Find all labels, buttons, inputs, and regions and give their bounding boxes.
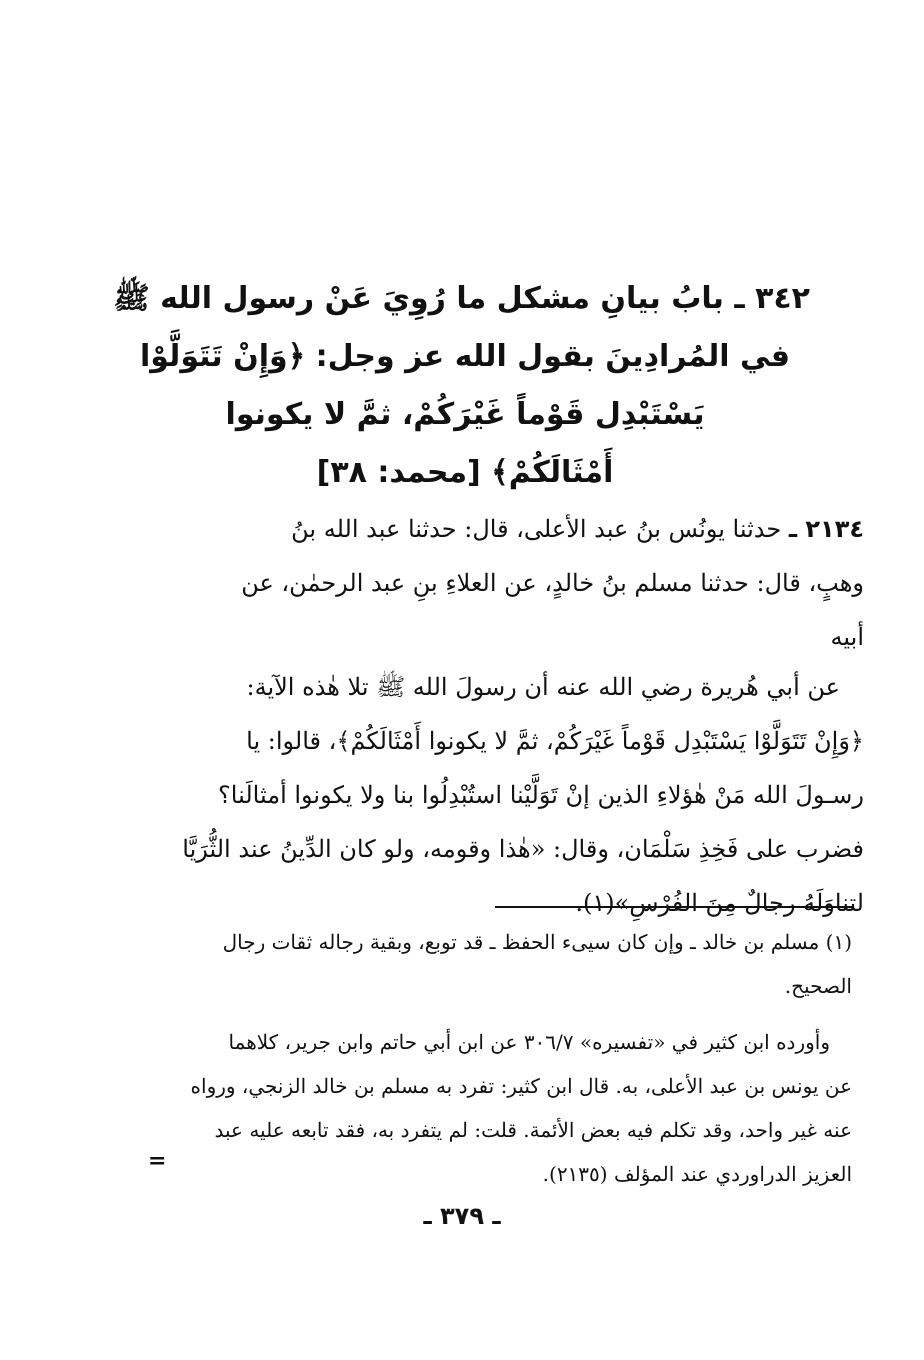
hadith-matn [174,660,864,930]
chapter-heading-line: في المُرادِينَ بقول الله عز وجل: ﴿وَإِنْ تَتَوَلَّوْا [139,339,791,374]
continuation-mark: = [148,1148,167,1174]
hadith-number: ٢١٣٤ ـ [788,515,864,543]
footnote-line: (١) مسلم بن خالد ـ وإن كان سيىء الحفظ ـ قد توبع، وبقية رجاله ثقات رجال [222,930,852,954]
page-number: ـ ٣٧٩ ـ [423,1202,501,1230]
chapter-heading-line: أَمْثَالَكُمْ﴾ [محمد: ٣٨] [316,455,614,490]
footnote-line: عن يونس بن عبد الأعلى، به. قال ابن كثير: تفرد به مسلم بن خالد الزنجي، ورواه [190,1074,852,1098]
footnote-line: وأورده ابن كثير في «تفسيره» ٣٠٦/٧ عن ابن أبي حاتم وابن جرير، كلاهما [228,1030,830,1054]
footnotes [147,920,852,1196]
isnad-line [174,502,864,556]
chapter-heading-line: يَسْتَبْدِل قَوْماً غَيْرَكُمْ، ثمَّ لا يكونوا [225,397,705,432]
matn-line: رسـولَ الله مَنْ هٰؤلاءِ الذين إنْ تَوَلَّيْنا استُبْدِلُوا بنا ولا يكونوا أمثالَنا؟ [218,781,864,809]
matn-line: لتناوَلَهُ رجالٌ مِنَ الفُرْسِ»(١). [575,889,864,917]
matn-line: ﴿وَإِنْ تَتَوَلَّوْا يَسْتَبْدِل قَوْماً غَيْرَكُمْ، ثمَّ لا يكونوا أَمْثَالَكُمْ﴾، قالوا: يا [246,727,864,755]
chapter-heading-line: ٣٤٢ ـ بابُ بيانِ مشكل ما رُوِيَ عَنْ رسول الله ﷺ [113,281,810,316]
isnad-line: أبيه [830,623,864,651]
matn-line: عن أبي هُريرة رضي الله عنه أن رسولَ الله ﷺ تلا هٰذه الآية: [246,673,840,701]
isnad-text: حدثنا يونُس بنُ عبد الأعلى، قال: حدثنا عبد الله بنُ [291,515,782,543]
footnote-divider [495,906,852,908]
chapter-heading [113,270,810,502]
footnote-gap [147,1008,852,1020]
footnote-line: العزيز الدراوردي عند المؤلف (٢١٣٥). [542,1162,852,1186]
footnote-line: الصحيح. [784,974,852,998]
isnad-line: وهبٍ، قال: حدثنا مسلم بنُ خالدٍ، عن العلاءِ بنِ عبد الرحمٰن، عن [241,569,864,597]
matn-line: فضرب على فَخِذِ سَلْمَان، وقال: «هٰذا وقومه، ولو كان الدِّينُ عند الثُّرَيَّا [182,835,864,863]
footnote-line: عنه غير واحد، وقد تكلم فيه بعض الأئمة. قلت: لم يتفرد به، فقد تابعه عليه عبد [214,1118,852,1142]
hadith-isnad [174,502,864,664]
